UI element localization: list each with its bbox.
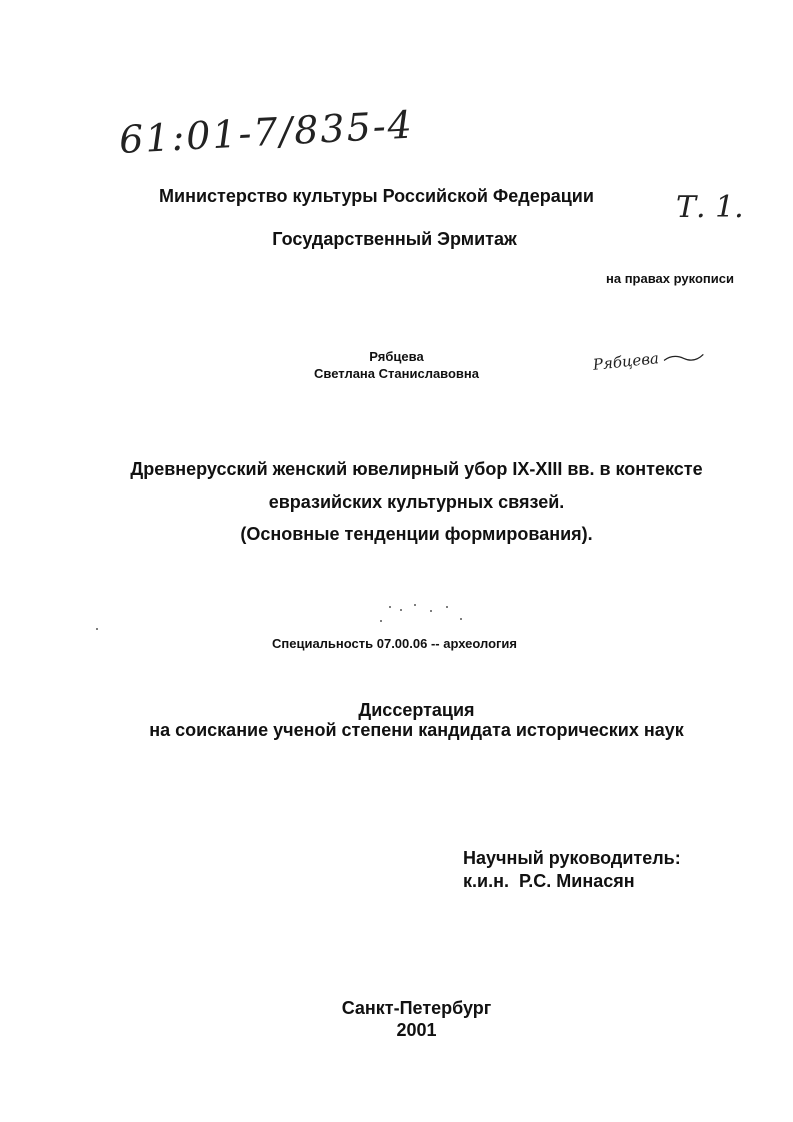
advisor-label: Научный руководитель: bbox=[463, 848, 681, 868]
advisor-name: к.и.н. Р.С. Минасян bbox=[463, 871, 635, 891]
signature-flourish bbox=[663, 348, 704, 364]
manuscript-rights: на правах рукописи bbox=[606, 271, 734, 286]
specialty: Специальность 07.00.06 -- археология bbox=[271, 636, 517, 651]
title-line-3: (Основные тенденции формирования). bbox=[240, 524, 593, 544]
signature-text: Рябцева bbox=[592, 349, 660, 374]
dissertation-heading: Диссертация bbox=[358, 700, 475, 720]
year: 2001 bbox=[396, 1020, 437, 1040]
stamp-speck bbox=[389, 606, 391, 608]
stamp-speck bbox=[96, 628, 98, 630]
stamp-speck bbox=[430, 610, 432, 612]
stamp-speck bbox=[400, 609, 402, 611]
stamp-speck bbox=[446, 606, 448, 608]
city: Санкт-Петербург bbox=[341, 998, 492, 1018]
institution-name: Государственный Эрмитаж bbox=[272, 229, 517, 249]
dissertation-degree: на соискание ученой степени кандидата исторических наук bbox=[149, 720, 684, 740]
title-line-1: Древнерусский женский ювелирный убор IX-XIII вв. в контексте bbox=[130, 459, 703, 479]
stamp-speck bbox=[414, 604, 416, 606]
archive-number: 61:01-7/835-4 bbox=[118, 102, 415, 162]
stamp-speck bbox=[380, 620, 382, 622]
volume-mark: Т. 1. bbox=[676, 190, 744, 225]
title-line-2: евразийских культурных связей. bbox=[268, 492, 565, 512]
author-given-names: Светлана Станиславовна bbox=[313, 366, 480, 381]
ministry-name: Министерство культуры Российской Федерации bbox=[159, 186, 594, 206]
stamp-speck bbox=[460, 618, 462, 620]
author-surname: Рябцева bbox=[369, 349, 424, 364]
